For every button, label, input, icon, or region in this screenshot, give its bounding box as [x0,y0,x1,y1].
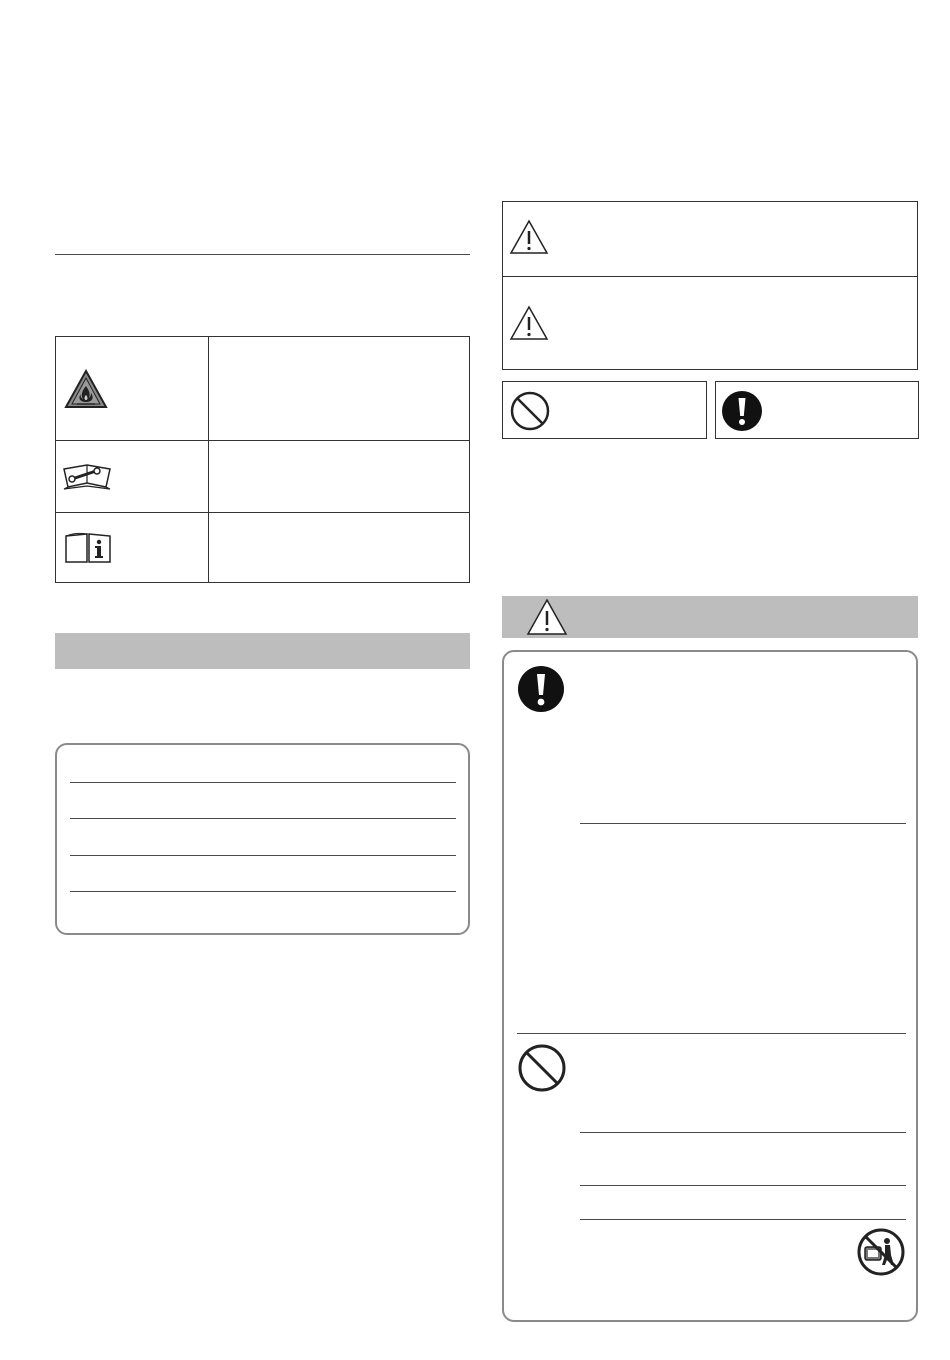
panel-rule [580,1185,906,1186]
info-panel [55,743,470,935]
caution-triangle-icon [509,305,549,341]
prohibition-circle-icon [509,390,551,432]
exclamation-circle-icon [517,665,565,713]
panel-rule [580,823,906,824]
service-manual-icon [60,461,114,491]
symbols-table [55,336,470,583]
panel-rule [70,782,456,783]
exclamation-circle-icon [721,390,763,432]
flammable-warning-icon [64,369,108,409]
section-heading-band [55,633,470,669]
panel-rule [580,1219,906,1220]
table-row [56,441,469,512]
panel-rule [70,891,456,892]
warning-heading-band [502,596,918,638]
table-row [56,337,469,440]
prohibited-legend-box [502,381,707,439]
panel-rule [70,855,456,856]
hazard-legend-box [502,201,918,370]
section-rule-top [55,254,470,255]
prohibition-circle-icon [517,1043,567,1093]
no-children-playing-icon [856,1227,906,1277]
panel-rule [70,818,456,819]
panel-rule [580,1132,906,1133]
panel-section-divider [517,1033,906,1034]
table-row [56,513,469,582]
warning-panel [502,650,918,1322]
legend-row-divider [503,276,917,277]
warning-triangle-icon [509,219,549,255]
mandatory-legend-box [715,381,919,439]
warning-triangle-icon [526,598,568,636]
operating-manual-info-icon [64,532,112,564]
